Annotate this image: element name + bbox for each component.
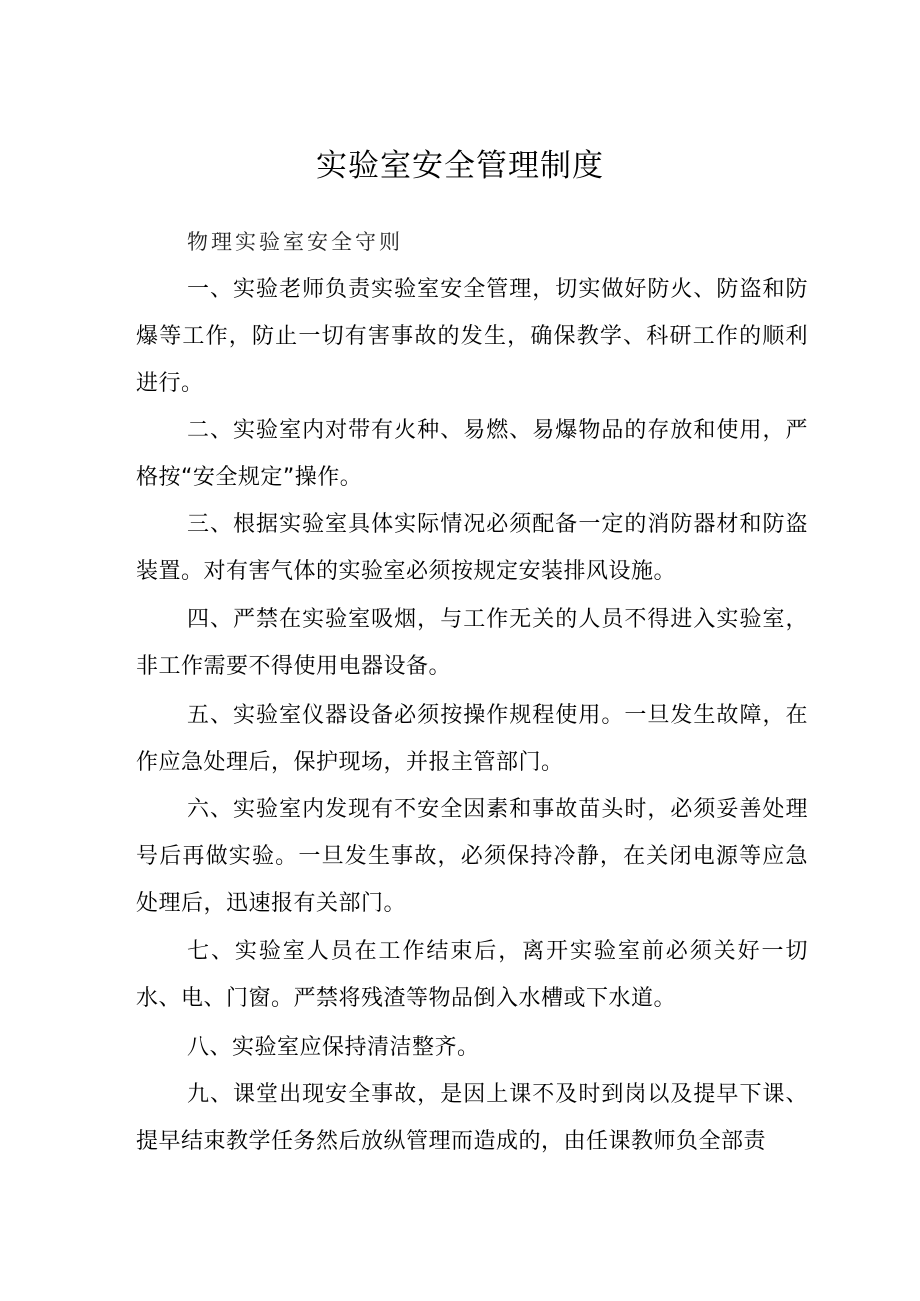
paragraph-6: 六、实验室内发现有不安全因素和事故苗头时，必须妥善处理号后再做实验。一旦发生事故，必须保持冷静，在关闭电源等应急处理后，迅速报有关部门。	[136, 797, 808, 916]
paragraph-1: 一、实验老师负责实验室安全管理，切实做好防火、防盗和防爆等工作，防止一切有害事故的发生，确保教学、科研工作的顺利进行。	[136, 277, 808, 396]
paragraph-3: 三、根据实验室具体实际情况必须配备一定的消防器材和防盗装置。对有害气体的实验室必须按规定安装排风设施。	[136, 512, 808, 584]
paragraph-2: 二、实验室内对带有火种、易燃、易爆物品的存放和使用，严格按“安全规定”操作。	[136, 418, 808, 490]
paragraph-9: 九、课堂出现安全事故，是因上课不及时到岗以及提早下课、提早结束教学任务然后放纵管理而造成的，由任课教师负全部责	[136, 1082, 808, 1154]
paragraph-7: 七、实验室人员在工作结束后，离开实验室前必须关好一切水、电、门窗。严禁将残渣等物品倒入水槽或下水道。	[136, 939, 808, 1011]
paragraph-4: 四、严禁在实验室吸烟，与工作无关的人员不得进入实验室，非工作需要不得使用电器设备。	[136, 607, 808, 679]
paragraph-8: 八、实验室应保持清洁整齐。	[187, 1035, 480, 1060]
document-subtitle: 物理实验室安全守则	[187, 230, 403, 254]
document-title: 实验室安全管理制度	[316, 148, 604, 184]
paragraph-5: 五、实验室仪器设备必须按操作规程使用。一旦发生故障，在作应急处理后，保护现场，并报主管部门。	[136, 703, 808, 775]
